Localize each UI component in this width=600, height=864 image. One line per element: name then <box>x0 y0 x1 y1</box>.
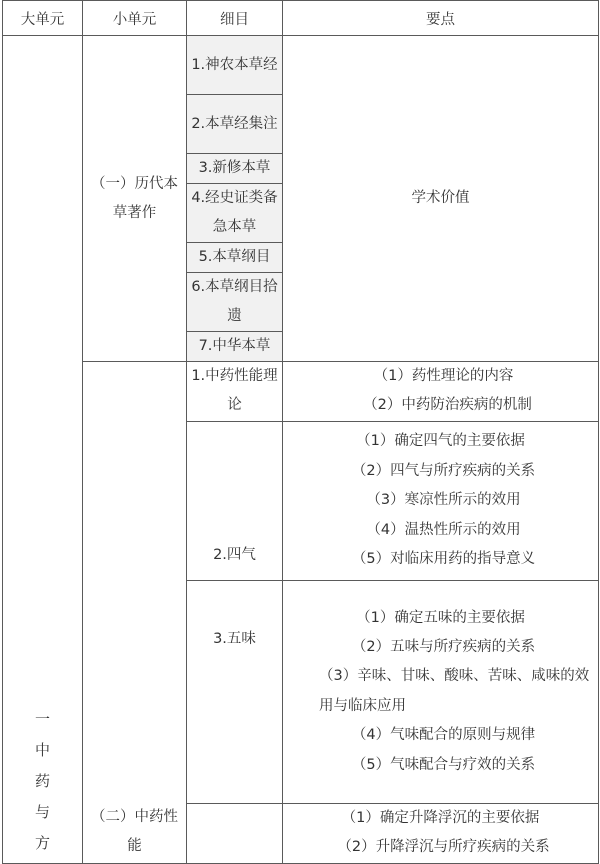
header-small-unit: 小单元 <box>83 1 187 36</box>
points-cell <box>283 580 599 803</box>
detail-cell: 4.经史证类备急本草 <box>187 184 283 243</box>
table-row <box>3 362 599 422</box>
detail-cell: 2.四气 <box>187 421 283 580</box>
points-cell-1: 学术价值 <box>283 36 599 362</box>
big-unit-char: 一 <box>34 709 50 728</box>
detail-cell: 3.新修本草 <box>187 154 283 184</box>
points-cell <box>283 362 599 422</box>
detail-cell: 1.神农本草经 <box>187 36 283 95</box>
point-item: （4）气味配合的原则与规律 <box>351 727 536 744</box>
points-cell <box>283 803 599 863</box>
table-row <box>3 36 599 95</box>
point-item: （1）药性理论的内容 <box>373 368 514 384</box>
points-cell <box>283 421 599 580</box>
small-unit-2 <box>83 362 187 864</box>
header-big-unit: 大单元 <box>3 1 83 36</box>
header-points: 要点 <box>283 1 599 36</box>
detail-cell: 7.中华本草 <box>187 332 283 362</box>
detail-cell: 1.中药性能理论 <box>187 362 283 422</box>
small-unit-1-label: （一）历代本草著作 <box>91 175 178 221</box>
detail-cell: 2.本草经集注 <box>187 95 283 154</box>
point-item: （5）对临床用药的指导意义 <box>351 550 536 567</box>
small-unit-1 <box>83 36 187 362</box>
big-unit-char: 与 <box>34 802 50 821</box>
point-item: （4）温热性所示的效用 <box>366 521 521 538</box>
point-item: （2）中药防治疾病的机制 <box>363 397 532 414</box>
point-item: （3）辛味、甘味、酸味、苦味、咸味的效用与临床应用 <box>319 668 590 714</box>
big-unit-char: 中 <box>34 740 50 759</box>
point-item: （2）五味与所疗疾病的关系 <box>351 639 536 655</box>
header-detail: 细目 <box>187 1 283 36</box>
header-row <box>3 1 599 36</box>
point-item: （2）升降浮沉与所疗疾病的关系 <box>337 839 550 856</box>
big-unit-cell <box>3 36 83 864</box>
big-unit-char: 方 <box>34 833 50 852</box>
point-item: （1）确定四气的主要依据 <box>356 433 525 450</box>
detail-cell: 6.本草纲目拾遗 <box>187 273 283 332</box>
point-item: （1）确定升降浮沉的主要依据 <box>341 809 540 826</box>
point-item: （2）四气与所疗疾病的关系 <box>351 462 536 479</box>
syllabus-table <box>2 0 599 864</box>
point-item: （3）寒凉性所示的效用 <box>366 492 521 509</box>
small-unit-2-label: （二）中药性能 <box>91 808 178 854</box>
detail-cell: 5.本草纲目 <box>187 243 283 273</box>
detail-cell <box>187 803 283 863</box>
point-item: （5）气味配合与疗效的关系 <box>351 756 536 773</box>
big-unit-char: 药 <box>34 771 50 790</box>
detail-cell: 3.五味 <box>187 580 283 803</box>
point-item: （1）确定五味的主要依据 <box>356 609 525 626</box>
